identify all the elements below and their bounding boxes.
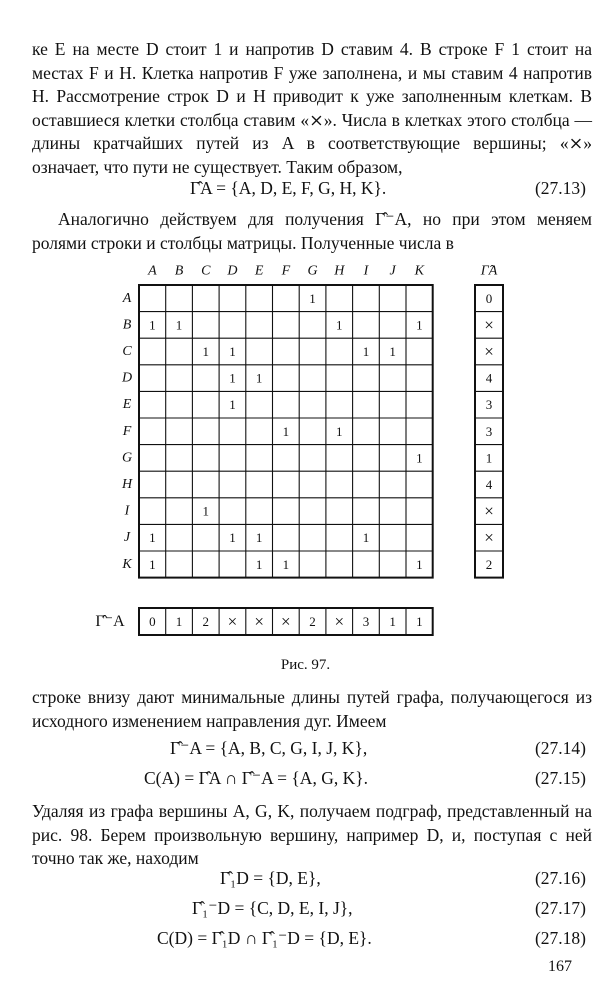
equation-formula: Γ̂⁻A = {A, B, C, G, I, J, K}, — [170, 738, 368, 758]
matrix-cell-value: 1 — [202, 344, 209, 359]
row-label: J — [123, 530, 131, 546]
matrix-cell-value: 1 — [416, 317, 423, 333]
bottom-row-value: 1 — [416, 614, 423, 629]
row-label: D — [121, 370, 133, 386]
bottom-row-value: × — [281, 612, 291, 631]
row-label: K — [122, 556, 132, 572]
equation-27-15 — [32, 768, 592, 794]
bottom-row-value: × — [254, 612, 264, 631]
matrix-cell-value: 1 — [336, 423, 343, 439]
matrix-cell-value: 1 — [229, 530, 236, 546]
bottom-row-label: Γ̂⁻A — [95, 613, 125, 630]
paragraph-1: ке E на месте D стоит 1 и напротив D ставим 4. В строке F 1 стоит на местах F и H. Клетка напротив F уже заполнена, и мы ставим 4 напротив H. Рассмотрение строк D и H приводит к уже заполненным клеткам. В оставшиеся клетки столбца ставим «⨯». Числа в клетках этого столбца — длины кратчайших путей из A в соответствующие вершины; «⨯» означает, что пути не существует. Таким образом, — [32, 39, 592, 177]
equation-27-16 — [32, 868, 592, 894]
right-column-value: 0 — [485, 290, 493, 306]
right-column-value: × — [484, 501, 494, 521]
matrix-cell-value: 1 — [255, 530, 263, 546]
equation-number: (27.16) — [534, 868, 586, 888]
column-label: E — [254, 263, 264, 279]
row-label: H — [121, 477, 133, 492]
column-label: B — [174, 263, 184, 279]
paragraph-2: Аналогично действуем для получения Γ̂⁻A, но при этом меняем ролями строки и столбцы матрицы. Полученные числа в — [32, 209, 592, 253]
page-number: 167 — [548, 958, 572, 975]
column-label: I — [363, 263, 369, 279]
right-column-value: 2 — [485, 556, 493, 572]
equation-27-14 — [32, 738, 592, 764]
bottom-row-value: 1 — [389, 614, 396, 629]
equation-formula: C(A) = Γ̂A ∩ Γ̂⁻A = {A, G, K}. — [144, 768, 368, 788]
matrix-cell-value: 1 — [309, 290, 316, 306]
matrix-cell-value: 1 — [282, 556, 290, 572]
equation-number: (27.14) — [534, 738, 586, 758]
column-label: C — [201, 263, 211, 279]
matrix-cell-value: 1 — [229, 397, 236, 413]
matrix-cell-value: 1 — [389, 344, 396, 359]
equation-27-17 — [32, 898, 592, 924]
right-column-value: × — [484, 342, 494, 361]
row-label: A — [122, 290, 132, 306]
row-label: E — [122, 397, 132, 413]
right-column-value: × — [484, 528, 494, 548]
equation-number: (27.13) — [534, 178, 586, 198]
matrix-cell-value: 1 — [362, 344, 370, 359]
row-label: C — [122, 344, 132, 359]
paragraph-3: строке внизу дают минимальные длины путей графа, получающегося из исходного изменением направления дуг. Имеем — [32, 687, 592, 731]
column-label: F — [281, 263, 291, 279]
matrix-cell-value: 1 — [282, 423, 290, 439]
matrix-cell-value: 1 — [149, 556, 156, 572]
row-label: B — [122, 317, 132, 333]
column-label: K — [414, 263, 425, 279]
equation-number: (27.15) — [534, 768, 586, 788]
row-label: I — [124, 503, 130, 519]
equation-formula: Γ̂₁D = {D, E}, — [220, 868, 321, 888]
bottom-row-value: × — [334, 612, 345, 631]
right-column-value: 4 — [485, 477, 493, 492]
matrix-cell-value: 1 — [362, 530, 370, 546]
bottom-row-value: 2 — [202, 614, 209, 629]
right-column-value: 4 — [485, 370, 493, 386]
column-label: G — [307, 263, 318, 279]
right-column-value: 1 — [485, 450, 493, 466]
bottom-row-value: 0 — [149, 614, 156, 629]
matrix-cell-value: 1 — [336, 317, 343, 333]
figure-caption: Рис. 97. — [280, 657, 331, 673]
bottom-row-value: 2 — [309, 614, 316, 629]
right-column-value: × — [484, 315, 494, 335]
matrix-cell-value: 1 — [202, 503, 209, 519]
equation-number: (27.18) — [534, 928, 586, 948]
matrix-cell-value: 1 — [255, 370, 263, 386]
equation-formula: Γ̂A = {A, D, E, F, G, H, K}. — [190, 178, 387, 198]
figure-97-matrix — [0, 258, 611, 648]
right-column-label: Γ̂A — [480, 263, 498, 279]
row-label: F — [122, 423, 132, 439]
equation-number: (27.17) — [534, 898, 586, 918]
matrix-cell-value: 1 — [175, 317, 183, 333]
column-label: J — [389, 263, 396, 279]
row-label: G — [121, 450, 133, 466]
equation-formula: Γ̂₁⁻D = {C, D, E, I, J}, — [192, 898, 353, 918]
matrix-cell-value: 1 — [229, 370, 236, 386]
paragraph-4: Удаляя из графа вершины A, G, K, получаем подграф, представленный на рис. 98. Берем произвольную вершину, например D, и, поступая с ней точно так же, находим — [32, 801, 592, 868]
right-column-value: 3 — [485, 423, 493, 439]
matrix-cell-value: 1 — [416, 556, 423, 572]
right-column-value: 3 — [485, 397, 493, 413]
column-label: D — [227, 263, 238, 279]
column-label: H — [334, 263, 345, 279]
matrix-cell-value: 1 — [255, 556, 263, 572]
bottom-row-value: × — [227, 612, 238, 631]
bottom-row-value: 3 — [362, 614, 370, 629]
bottom-row-value: 1 — [175, 614, 183, 629]
equation-27-18 — [32, 928, 592, 954]
matrix-cell-value: 1 — [149, 317, 156, 333]
matrix-cell-value: 1 — [149, 530, 156, 546]
equation-27-13 — [32, 178, 592, 204]
matrix-cell-value: 1 — [229, 344, 236, 359]
column-label: A — [148, 263, 157, 279]
matrix-cell-value: 1 — [416, 450, 423, 466]
equation-formula: C(D) = Γ̂₁D ∩ Γ̂₁⁻D = {D, E}. — [157, 928, 372, 948]
